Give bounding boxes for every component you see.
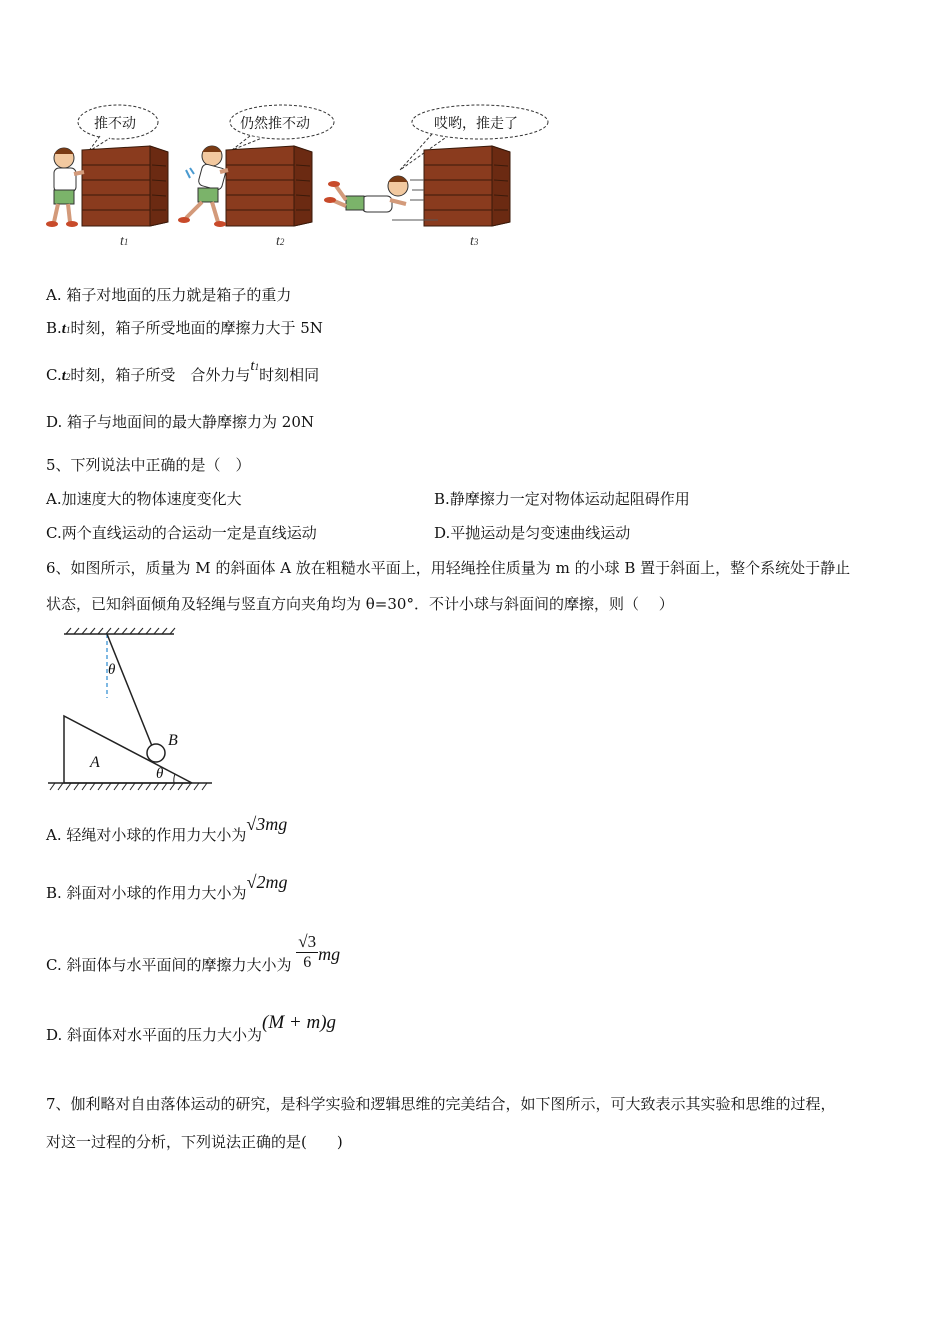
incline-theta-top: θ	[108, 662, 116, 678]
q5-option-a: A.加速度大的物体速度变化大	[46, 490, 242, 508]
bubble-text-1: 推不动	[94, 116, 136, 132]
q5-stem: 5、下列说法中正确的是（ ）	[46, 456, 251, 474]
q6-stem-line1: 6、如图所示，质量为 M 的斜面体 A 放在粗糙水平面上，用轻绳拴住质量为 m 的小球 B 置于斜面上，整个系统处于静止	[46, 559, 851, 577]
q6-option-c: C. 斜面体与水平面间的摩擦力大小为 $\frac{√3}{6}$ mg	[46, 932, 341, 974]
bubble-text-3: 哎哟，推走了	[434, 116, 518, 132]
caption-t2: t2	[276, 234, 285, 249]
figure-incline	[44, 626, 224, 796]
incline-diagram	[44, 626, 224, 796]
bubble-text-2: 仍然推不动	[240, 116, 310, 132]
q7-stem-line1: 7、伽利略对自由落体运动的研究，是科学实验和逻辑思维的完美结合，如下图所示，可大致表示其实验和思维的过程，	[46, 1095, 836, 1113]
q4-option-c: C.t2时刻，箱子所受 合外力与t1时刻相同	[46, 358, 320, 384]
caption-t3: t3	[470, 234, 479, 249]
q5-option-b: B.静摩擦力一定对物体运动起阻碍作用	[434, 490, 690, 508]
q5-option-d: D.平抛运动是匀变速曲线运动	[434, 524, 631, 542]
q6-option-a: A. 轻绳对小球的作用力大小为√3mg	[46, 814, 288, 844]
q4-option-d: D. 箱子与地面间的最大静摩擦力为 20N	[46, 413, 315, 431]
q6-c-denominator: 6	[303, 954, 312, 971]
caption-t1: t1	[120, 234, 129, 249]
incline-theta-bottom: θ	[156, 766, 164, 782]
incline-label-b: B	[168, 732, 178, 749]
q4-option-b: B.t1时刻，箱子所受地面的摩擦力大于 5N	[46, 319, 323, 337]
incline-label-a: A	[90, 754, 100, 771]
q6-option-d: D. 斜面体对水平面的压力大小为(M + m)g	[46, 1012, 337, 1044]
q6-option-b: B. 斜面对小球的作用力大小为√2mg	[46, 872, 288, 902]
q7-stem-line2: 对这一过程的分析，下列说法正确的是( )	[46, 1133, 343, 1151]
q5-option-c: C.两个直线运动的合运动一定是直线运动	[46, 524, 317, 542]
q6-c-numerator: √3	[298, 932, 317, 951]
q6-stem-line2: 状态，已知斜面倾角及轻绳与竖直方向夹角均为 θ=30°．不计小球与斜面间的摩擦，则（ ）	[46, 595, 674, 613]
q4-option-a: A. 箱子对地面的压力就是箱子的重力	[46, 286, 292, 304]
